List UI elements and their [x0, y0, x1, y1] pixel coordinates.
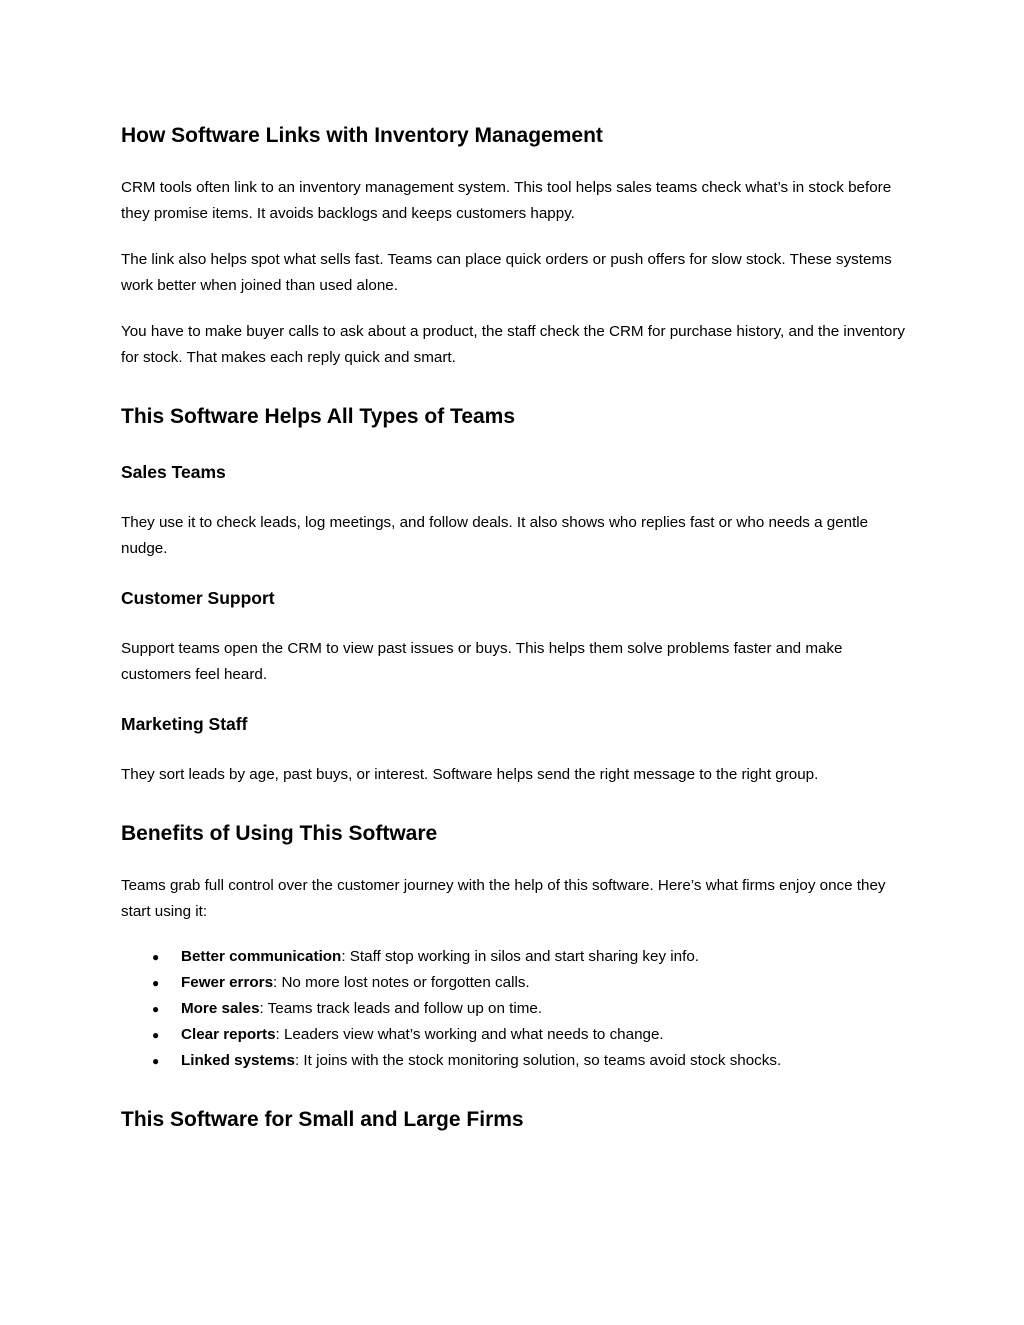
subheading-customer-support: Customer Support — [121, 588, 275, 608]
subheading-marketing-staff: Marketing Staff — [121, 714, 248, 734]
bullet-icon: ● — [152, 1028, 160, 1042]
bullet-icon: ● — [152, 1002, 160, 1016]
section-heading-firms: This Software for Small and Large Firms — [121, 1108, 524, 1131]
list-item-term: Clear reports — [181, 1026, 276, 1043]
list-item-term: Better communication — [181, 948, 342, 965]
bullet-icon: ● — [152, 976, 160, 990]
paragraph: Teams grab full control over the customer journey with the help of this software. Here’s what firms enjoy once they start using it: — [121, 877, 886, 920]
list-item-text: : Teams track leads and follow up on time. — [259, 1000, 543, 1017]
benefits-list — [121, 944, 911, 1074]
list-item-term: Linked systems — [181, 1052, 295, 1069]
list-item — [121, 1048, 911, 1074]
section-heading-benefits: Benefits of Using This Software — [121, 822, 438, 845]
list-item — [121, 996, 911, 1022]
list-item-text: : Staff stop working in silos and start sharing key info. — [341, 948, 699, 965]
paragraph: They sort leads by age, past buys, or interest. Software helps send the right message to the right group. — [121, 766, 819, 783]
section-heading-inventory: How Software Links with Inventory Management — [121, 124, 603, 147]
paragraph: Support teams open the CRM to view past issues or buys. This helps them solve problems faster and make customers feel heard. — [121, 640, 843, 683]
list-item-term: More sales — [181, 1000, 260, 1017]
paragraph: You have to make buyer calls to ask about a product, the staff check the CRM for purchase history, and the inventory for stock. That makes each reply quick and smart. — [121, 323, 905, 366]
list-item-text: : No more lost notes or forgotten calls. — [273, 974, 530, 991]
list-item — [121, 970, 911, 996]
bullet-icon: ● — [152, 950, 160, 964]
list-item-text: : It joins with the stock monitoring solution, so teams avoid stock shocks. — [294, 1052, 782, 1069]
paragraph: The link also helps spot what sells fast. Teams can place quick orders or push offers for slow stock. These systems work better when joined than used alone. — [121, 251, 892, 294]
bullet-icon: ● — [152, 1054, 160, 1068]
subheading-sales-teams: Sales Teams — [121, 462, 226, 482]
paragraph: CRM tools often link to an inventory management system. This tool helps sales teams check what’s in stock before they promise items. It avoids backlogs and keeps customers happy. — [121, 179, 892, 222]
list-item — [121, 944, 911, 970]
list-item-text: : Leaders view what’s working and what needs to change. — [275, 1026, 664, 1043]
list-item-term: Fewer errors — [181, 974, 274, 991]
list-item — [121, 1022, 911, 1048]
paragraph: They use it to check leads, log meetings, and follow deals. It also shows who replies fast or who needs a gentle nudge. — [121, 514, 869, 557]
section-heading-teams: This Software Helps All Types of Teams — [121, 405, 516, 428]
